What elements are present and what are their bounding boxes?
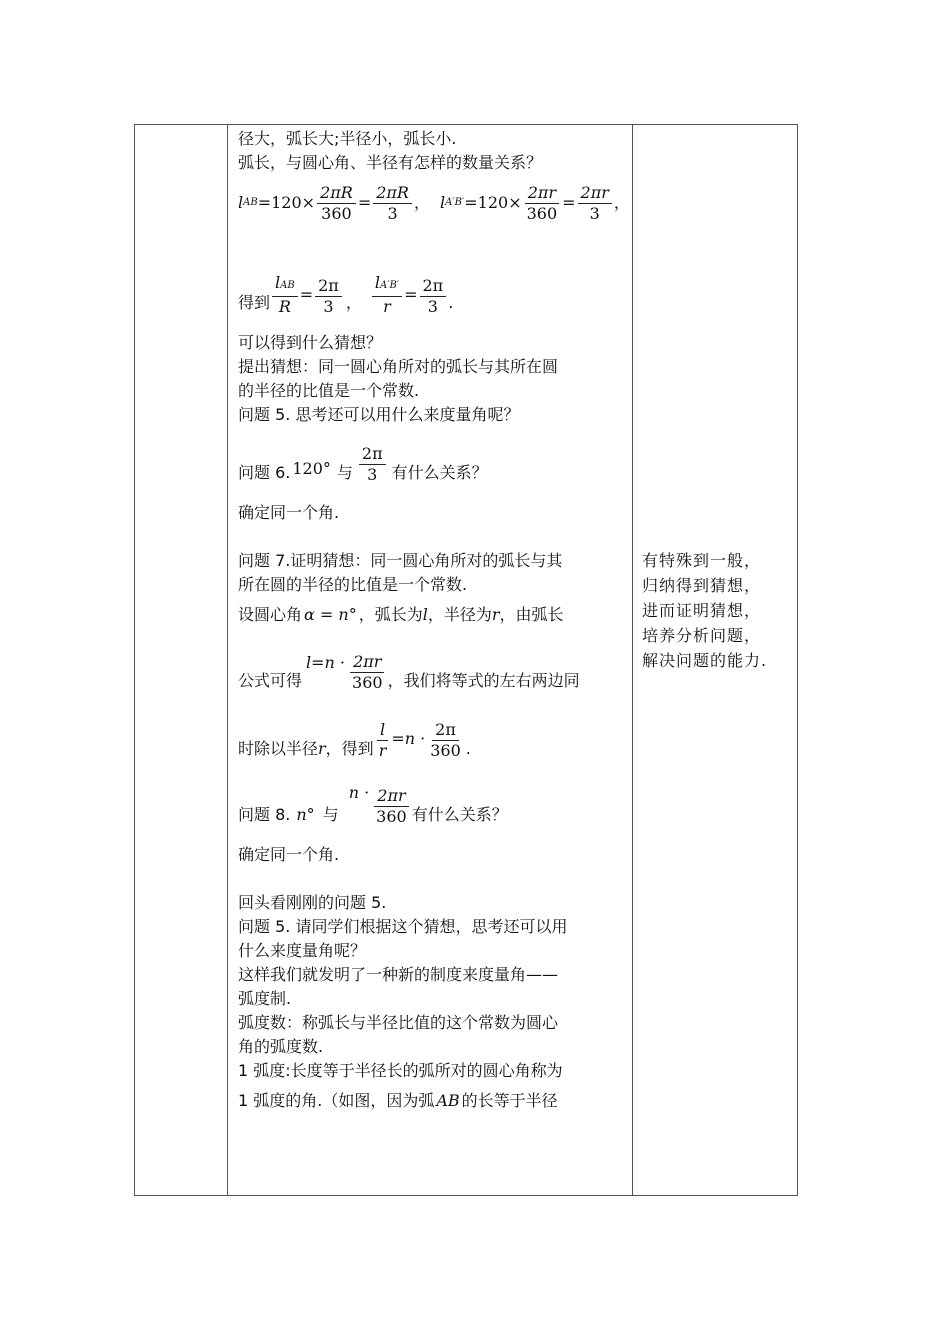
fraction: $\frac{2\pi r}{3}$: [578, 183, 612, 224]
text-line: 问题 5. 思考还可以用什么来度量角呢？: [238, 405, 520, 424]
text-line: 问题 7.证明猜想：同一圆心角所对的弧长与其: [238, 551, 563, 570]
ratio-equation: 得到 $\frac{\text{lAB}}{R}$ = $\frac{2\pi}{3}$ ， $\frac{lA'B'}{r}$ = $\frac{2\pi}{3}$ .: [238, 273, 454, 316]
fraction: $\frac{2\pi}{3}$: [315, 276, 342, 317]
text-line: 所在圆的半径的比值是一个常数.: [238, 575, 468, 594]
text-line: 提出猜想：同一圆心角所对的弧长与其所在圆: [238, 357, 559, 376]
text-line: 培养分析问题，: [642, 626, 762, 645]
text-line: 可以得到什么猜想？: [238, 333, 383, 352]
fraction: $\frac{2\pi}{360}$: [430, 720, 461, 760]
fraction: $\frac{2\pi}{3}$: [420, 276, 447, 317]
text-line: 进而证明猜想，: [642, 601, 762, 620]
fraction: $\frac{2\pi r}{360}$: [376, 786, 407, 826]
fraction: $\frac{\text{lAB}}{R}$: [272, 273, 298, 317]
text-line: 归纳得到猜想，: [642, 576, 762, 595]
fraction: $\frac{lA'B'}{r}$: [372, 273, 402, 317]
divide-line: 时除以半径 r ，得到 $\frac{l}{r}$ =n · $\frac{2\pi}{360}$ .: [238, 720, 471, 760]
text-line: 问题 5. 请同学们根据这个猜想，思考还可以用: [238, 917, 568, 936]
fraction: $\frac{2\pi r}{360}$: [352, 652, 383, 692]
text-line: 径大，弧长大;半径小，弧长小.: [238, 129, 457, 148]
fraction: $\frac{2\pi R}{360}$: [317, 183, 356, 224]
arc-length-equation: l AB =120 × $\frac{2\pi R}{360}$ = $\frac{2\pi R}{3}$ ， l A′B′ =120 × $\frac{2\pi r}{360}$ = $\frac{2\pi r}{3}$ ，: [238, 182, 630, 223]
text-line: 1 弧度:长度等于半径长的弧所对的圆心角称为: [238, 1061, 563, 1080]
teaching-content-cell: [238, 127, 630, 1119]
text-line: 弧度制.: [238, 989, 292, 1008]
design-intent-cell: [642, 548, 784, 673]
text-line: 角的弧度数.: [238, 1037, 324, 1056]
text-line: 解决问题的能力.: [642, 651, 768, 670]
text-line: 什么来度量角呢？: [238, 941, 367, 960]
text-line: 有特殊到一般，: [642, 551, 762, 570]
text-line: 1 弧度的角.（如图，因为弧 AB 的长等于半径: [238, 1091, 558, 1110]
text-line: 弧长，与圆心角、半径有怎样的数量关系？: [238, 153, 543, 172]
arc-formula-line: 公式可得 l=n · $\frac{2\pi r}{360}$ ，我们将等式的左右两边同: [238, 652, 580, 692]
text-line: 回头看刚刚的问题 5.: [238, 893, 387, 912]
text-line: 的半径的比值是一个常数.: [238, 381, 420, 400]
text-line: 确定同一个角.: [238, 845, 340, 864]
fraction: $\frac{2\pi}{3}$: [359, 444, 386, 485]
fraction: $\frac{l}{r}$: [378, 720, 387, 760]
question-8: 问题 8. n° 与 n · $\frac{2\pi r}{360}$ 有什么关系？: [238, 783, 508, 826]
fraction: $\frac{2\pi R}{3}$: [373, 183, 412, 224]
text-line: 确定同一个角.: [238, 503, 340, 522]
column-divider-2: [632, 125, 633, 1195]
setup-line: 设圆心角 α = n° ，弧长为 l ，半径为 r ，由弧长: [238, 605, 564, 624]
text-line: 这样我们就发明了一种新的制度来度量角——: [238, 965, 559, 984]
lesson-table: [134, 124, 798, 1196]
column-divider-1: [227, 125, 228, 1195]
fraction: $\frac{2\pi r}{360}$: [526, 182, 558, 223]
question-6: 问题 6. 120° 与 $\frac{2\pi}{3}$ 有什么关系？: [238, 444, 488, 484]
text-line: 弧度数：称弧长与半径比值的这个常数为圆心: [238, 1013, 559, 1032]
